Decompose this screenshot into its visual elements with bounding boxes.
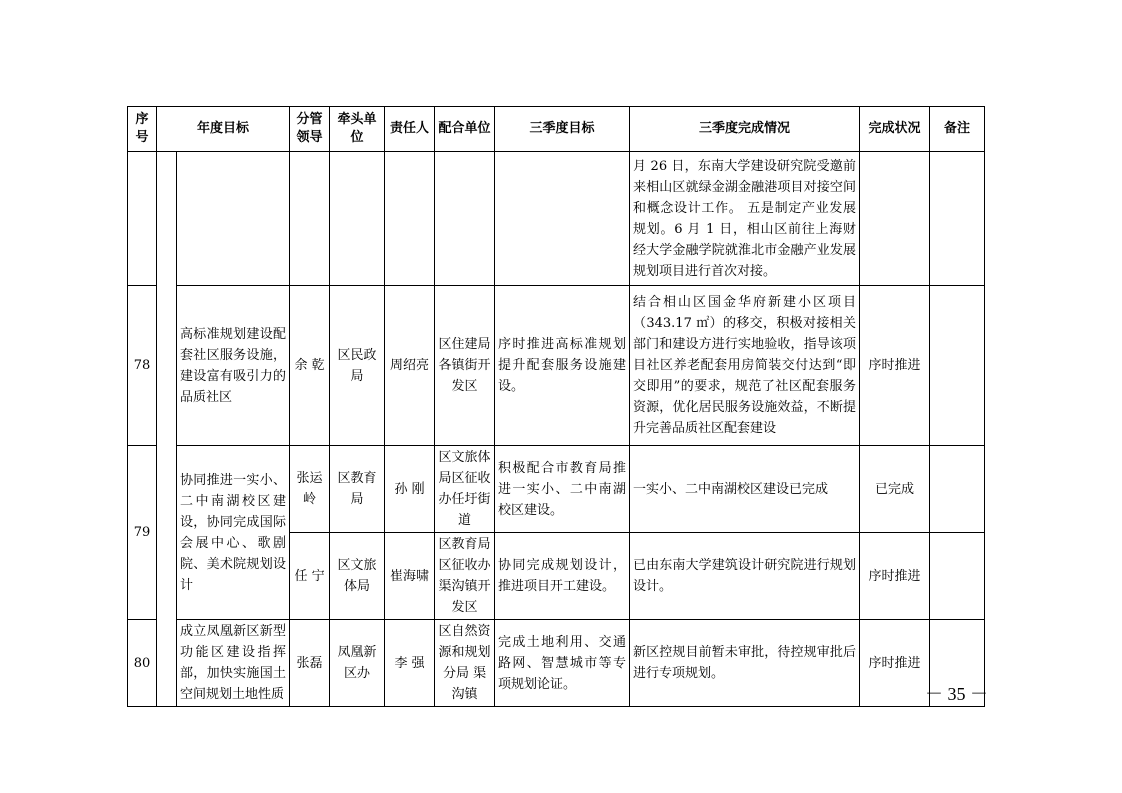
leader-cell: 任 宁 <box>290 533 330 620</box>
coop-unit-cell: 区自然资源和规划分局 渠沟镇 <box>435 620 495 707</box>
header-seq: 序号 <box>128 107 157 152</box>
lead-unit-cell: 区教育局 <box>330 446 385 533</box>
leader-cell: 余 乾 <box>290 286 330 446</box>
seq-cell: 79 <box>128 446 157 620</box>
header-leader: 分管领导 <box>290 107 330 152</box>
coop-unit-cell: 区教育局区征收办渠沟镇开发区 <box>435 533 495 620</box>
table-row <box>128 446 985 533</box>
header-remark: 备注 <box>930 107 985 152</box>
leader-cell: 张磊 <box>290 620 330 707</box>
remark-cell <box>930 286 985 446</box>
progress-cell: 结合相山区国金华府新建小区项目（343.17 ㎡）的移交，积极对接相关部门和建设方进行实地验收，指导该项目社区养老配套用房简装交付达到“即交即用”的要求，规范了社区配套服务资源，优化居民服务设施效益，不断提升完善品质社区配套建设 <box>630 286 860 446</box>
q3-goal-cell: 序时推进高标准规划提升配套服务设施建设。 <box>495 286 630 446</box>
work-target-table <box>127 106 985 707</box>
goal-cell <box>177 152 290 286</box>
header-q3-goal: 三季度目标 <box>495 107 630 152</box>
responsible-cell: 崔海啸 <box>385 533 435 620</box>
progress-cell: 新区控规目前暂未审批，待控规审批后进行专项规划。 <box>630 620 860 707</box>
lead-unit-cell: 区文旅体局 <box>330 533 385 620</box>
header-coop-unit: 配合单位 <box>435 107 495 152</box>
header-row <box>128 107 985 152</box>
coop-unit-cell: 区文旅体局区征收办任圩街道 <box>435 446 495 533</box>
responsible-cell: 周绍亮 <box>385 286 435 446</box>
status-cell: 序时推进 <box>860 533 930 620</box>
header-responsible: 责任人 <box>385 107 435 152</box>
page-number: － 35 － <box>925 684 988 704</box>
responsible-cell: 李 强 <box>385 620 435 707</box>
table-row <box>128 620 985 707</box>
status-cell: 序时推进 <box>860 620 930 707</box>
lead-unit-cell: 区民政局 <box>330 286 385 446</box>
header-annual-goal: 年度目标 <box>157 107 290 152</box>
header-q3-progress: 三季度完成情况 <box>630 107 860 152</box>
header-status: 完成状况 <box>860 107 930 152</box>
table-row-continued <box>128 152 985 286</box>
remark-cell <box>930 446 985 533</box>
merged-side-cell <box>157 152 177 707</box>
header-lead-unit: 牵头单位 <box>330 107 385 152</box>
goal-cell: 高标准规划建设配套社区服务设施，建设富有吸引力的品质社区 <box>177 286 290 446</box>
responsible-cell: 孙 刚 <box>385 446 435 533</box>
table-row <box>128 286 985 446</box>
coop-unit-cell: 区住建局各镇街开发区 <box>435 286 495 446</box>
q3-goal-cell: 完成土地利用、交通路网、智慧城市等专项规划论证。 <box>495 620 630 707</box>
q3-goal-cell: 积极配合市教育局推进一实小、二中南湖校区建设。 <box>495 446 630 533</box>
progress-cell: 月 26 日，东南大学建设研究院受邀前来相山区就绿金湖金融港项目对接空间和概念设计工作。 五是制定产业发展规划。6 月 1 日，相山区前往上海财经大学金融学院就淮北市金融产业发展规划项目进行首次对接。 <box>630 152 860 286</box>
status-cell: 已完成 <box>860 446 930 533</box>
seq-cell <box>128 152 157 286</box>
progress-cell: 已由东南大学建筑设计研究院进行规划设计。 <box>630 533 860 620</box>
seq-cell: 80 <box>128 620 157 707</box>
progress-cell: 一实小、二中南湖校区建设已完成 <box>630 446 860 533</box>
goal-cell: 成立凤凰新区新型功能区建设指挥部，加快实施国土空间规划土地性质 <box>177 620 290 707</box>
status-cell: 序时推进 <box>860 286 930 446</box>
goal-cell: 协同推进一实小、二中南湖校区建设，协同完成国际会展中心、歌剧院、美术院规划设计 <box>177 446 290 620</box>
leader-cell: 张运岭 <box>290 446 330 533</box>
q3-goal-cell: 协同完成规划设计，推进项目开工建设。 <box>495 533 630 620</box>
lead-unit-cell: 凤凰新区办 <box>330 620 385 707</box>
remark-cell <box>930 533 985 620</box>
seq-cell: 78 <box>128 286 157 446</box>
